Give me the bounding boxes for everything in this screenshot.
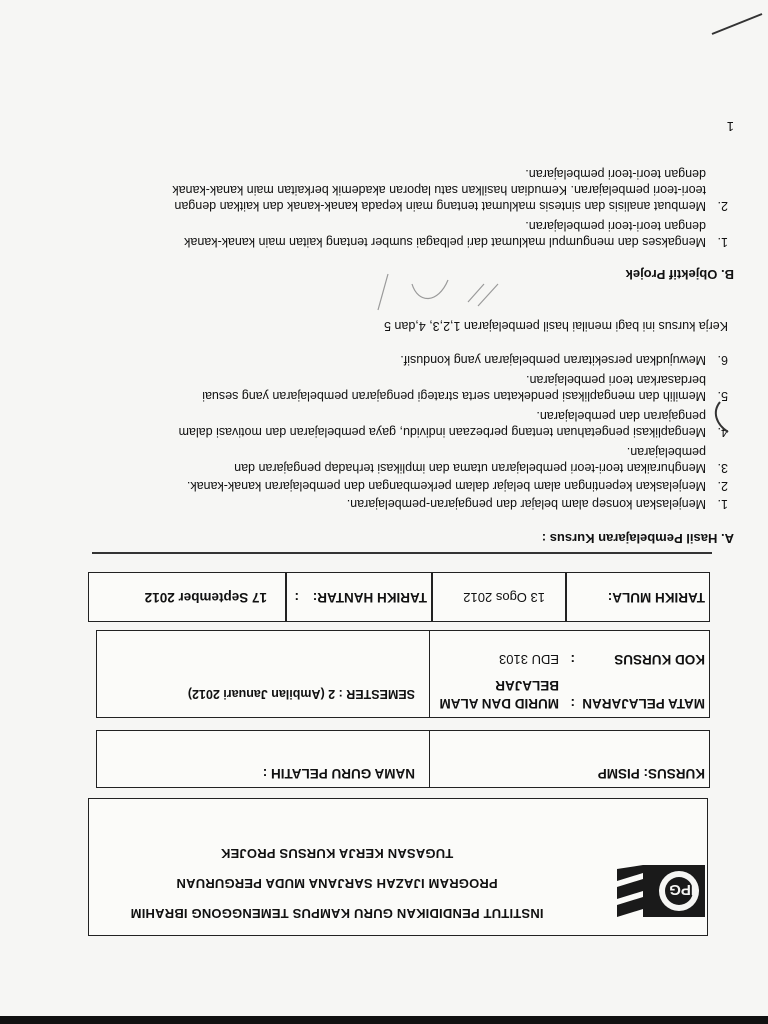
program-name: PROGRAM IJAZAH SARJANA MUDA PERGURUAN	[176, 876, 498, 891]
page-number: 1	[726, 119, 734, 134]
kod-kursus-label: KOD KURSUS	[614, 652, 705, 667]
outcome-5-number: 5.	[717, 389, 728, 403]
nama-label: NAMA GURU PELATIH :	[262, 766, 415, 781]
objective-1-number: 1.	[717, 235, 728, 249]
objective-2-line-3: dengan teori-teori pembelajaran.	[525, 167, 706, 181]
mata-pelajaran-value-1: MURID DAN ALAM	[439, 696, 559, 711]
institute-name: INSTITUT PENDIDIKAN GURU KAMPUS TEMENGGONG IBRAHIM	[130, 906, 544, 921]
objective-2-line-2: teori-teori pembelajaran. Kemudian hasilkan satu laporan akademik berkaitan main kanak-kanak	[172, 183, 706, 197]
outcome-5-line-2: berdasarkan teori pembelajaran.	[526, 373, 706, 387]
outcome-3-number: 3.	[717, 461, 728, 475]
outcome-4-line-2: pengajaran dan pembelajaran.	[536, 409, 706, 423]
mata-pelajaran-colon: :	[570, 696, 575, 711]
outcome-6-number: 6.	[717, 353, 728, 367]
tarikh-hantar-label: TARIKH HANTAR:	[312, 590, 427, 605]
objective-1-line-1: Mengakses dan mengumpul maklumat dari pelbagai sumber tentang kaitan main kanak-kanak	[184, 235, 706, 249]
outcome-1-number: 1.	[717, 497, 728, 511]
outcome-6-text: Mewujudkan persekitaran pembelajaran yang kondusif.	[400, 353, 706, 367]
outcome-3-line-2: pembelajaran.	[626, 445, 706, 459]
outcome-4-number: 4.	[717, 425, 728, 439]
section-b-title: B. Objektif Projek	[625, 267, 734, 282]
assessment-note: Kerja kursus ini bagi menilai hasil pembelajaran 1,2,3, 4,dan 5	[384, 319, 728, 333]
outcome-2-number: 2.	[717, 479, 728, 493]
kod-kursus-value: EDU 3103	[499, 652, 559, 667]
assignment-title: TUGASAN KERJA KURSUS PROJEK	[220, 846, 454, 861]
outcome-5-line-1: Memilih dan mengaplikasi pendekatan serta strategi pengajaran pembelajaran yang sesuai	[202, 389, 706, 403]
mata-pelajaran-value-2: BELAJAR	[495, 678, 559, 693]
semester-label: SEMESTER : 2 (Ambilan Januari 2012)	[187, 687, 415, 701]
objective-2-number: 2.	[717, 199, 728, 213]
outcome-2-text: Menjelaskan kepentingan alam belajar dalam perkembangan dan pembelajaran kanak-kanak.	[186, 479, 706, 493]
tarikh-mula-value: 13 Ogos 2012	[463, 590, 545, 605]
section-a-title: A. Hasil Pembelajaran Kursus :	[541, 531, 734, 546]
kursus-label: KURSUS: PISMP	[597, 766, 705, 781]
logo-text: IPG	[669, 881, 695, 898]
outcome-1-text: Menjelaskan konsep alam belajar dan pengajaran-pembelajaran.	[346, 497, 706, 511]
outcome-3-line-1: Menghuraikan teori-teori pembelajaran utama dan implikasi terhadap pengajaran dan	[234, 461, 706, 475]
mata-pelajaran-label: MATA PELAJARAN	[582, 696, 705, 711]
objective-1-line-2: dengan teori-teori pembelajaran.	[525, 219, 706, 233]
tarikh-hantar-value: 17 September 2012	[144, 590, 267, 605]
tarikh-mula-label: TARIKH MULA:	[607, 590, 705, 605]
kod-kursus-colon: :	[570, 652, 575, 667]
outcome-4-line-1: Mengaplikasi pengetahuan tentang perbezaan individu, gaya pembelajaran dan motivasi dalam	[178, 425, 706, 439]
tarikh-hantar-colon: :	[294, 590, 299, 605]
objective-2-line-1: Membuat analisis dan sintesis maklumat tentang main kepada kanak-kanak dan kaitkan dengan	[174, 199, 706, 213]
